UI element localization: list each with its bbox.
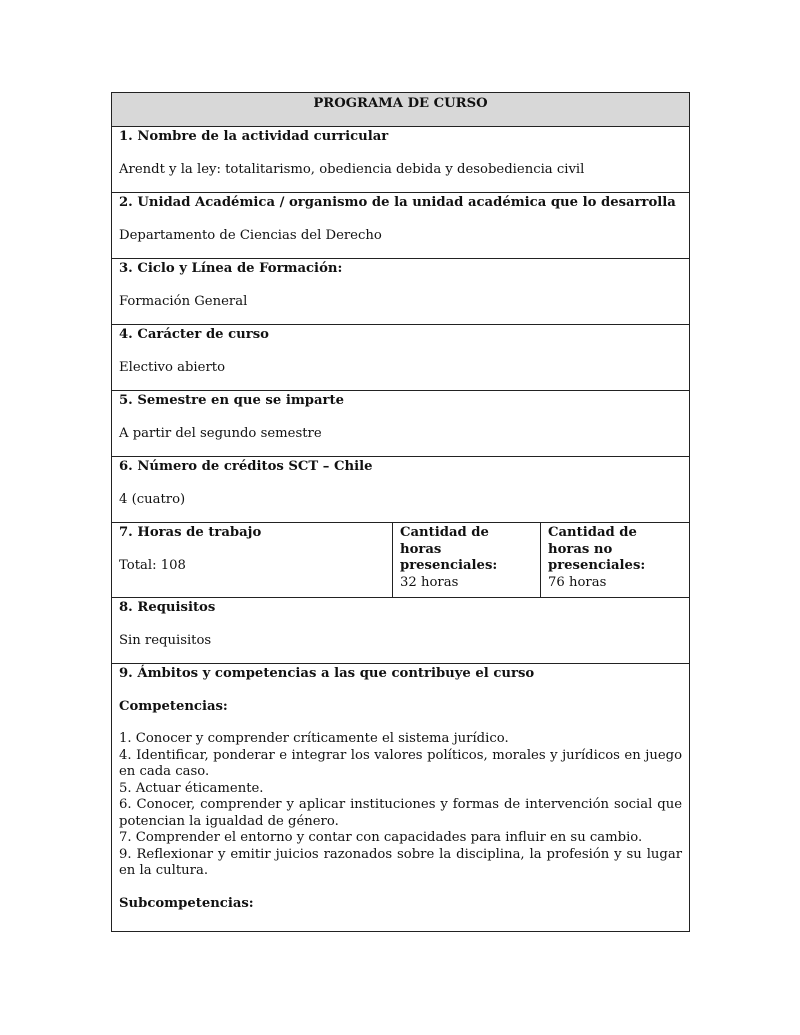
section-label: 5. Semestre en que se imparte bbox=[119, 393, 344, 408]
presencial-hours-label: Cantidad de horas presenciales: bbox=[400, 525, 498, 573]
no-presencial-hours-label: Cantidad de horas no presenciales: bbox=[548, 525, 646, 573]
section-label: 7. Horas de trabajo bbox=[119, 525, 262, 540]
section-value: Departamento de Ciencias del Derecho bbox=[119, 227, 382, 243]
section-label: 6. Número de créditos SCT – Chile bbox=[119, 459, 373, 474]
list-item: 1. Conocer y comprender críticamente el sistema jurídico. bbox=[119, 731, 509, 746]
section-value: A partir del segundo semestre bbox=[119, 425, 322, 441]
section-row-2 bbox=[112, 193, 690, 259]
section-row-4 bbox=[112, 325, 690, 391]
list-item: 6. Conocer, comprender y aplicar instituciones y formas de intervención social que potencian la igualdad de género. bbox=[119, 797, 683, 829]
section-value: Electivo abierto bbox=[119, 359, 226, 375]
list-item: 9. Reflexionar y emitir juicios razonados sobre la disciplina, la profesión y su lugar en la cultura. bbox=[119, 846, 683, 878]
presencial-hours-value: 32 horas bbox=[400, 574, 459, 590]
section-row-1 bbox=[112, 127, 690, 193]
no-presencial-hours-value: 76 horas bbox=[548, 574, 607, 590]
list-item: 5. Actuar éticamente. bbox=[119, 780, 264, 796]
competencias-list bbox=[119, 731, 682, 880]
section-label: 8. Requisitos bbox=[119, 600, 216, 615]
section-row-5 bbox=[112, 391, 690, 457]
section-row-3 bbox=[112, 259, 690, 325]
total-hours-value: Total: 108 bbox=[119, 557, 186, 573]
section-value: Sin requisitos bbox=[119, 632, 212, 648]
section-label: 3. Ciclo y Línea de Formación: bbox=[119, 261, 343, 276]
section-value: Formación General bbox=[119, 293, 248, 309]
course-program-table bbox=[111, 92, 690, 932]
section-label: 2. Unidad Académica / organismo de la unidad académica que lo desarrolla bbox=[119, 195, 676, 210]
course-program-document bbox=[111, 92, 689, 932]
section-label: 4. Carácter de curso bbox=[119, 327, 269, 342]
section-row-7 bbox=[112, 523, 690, 598]
page-title: PROGRAMA DE CURSO bbox=[112, 93, 690, 127]
section-value: Arendt y la ley: totalitarismo, obediencia debida y desobediencia civil bbox=[119, 161, 585, 177]
section-row-6 bbox=[112, 457, 690, 523]
section-row-8 bbox=[112, 598, 690, 664]
competencias-heading: Competencias: bbox=[119, 698, 228, 714]
section-value: 4 (cuatro) bbox=[119, 491, 186, 507]
section-label: 9. Ámbitos y competencias a las que contribuye el curso bbox=[119, 666, 535, 681]
list-item: 4. Identificar, ponderar e integrar los valores políticos, morales y jurídicos en juego en cada caso. bbox=[119, 747, 683, 779]
section-row-9 bbox=[112, 664, 690, 932]
list-item: 7. Comprender el entorno y contar con capacidades para influir en su cambio. bbox=[119, 830, 643, 845]
subcompetencias-heading: Subcompetencias: bbox=[119, 895, 254, 911]
section-label: 1. Nombre de la actividad curricular bbox=[119, 129, 389, 144]
